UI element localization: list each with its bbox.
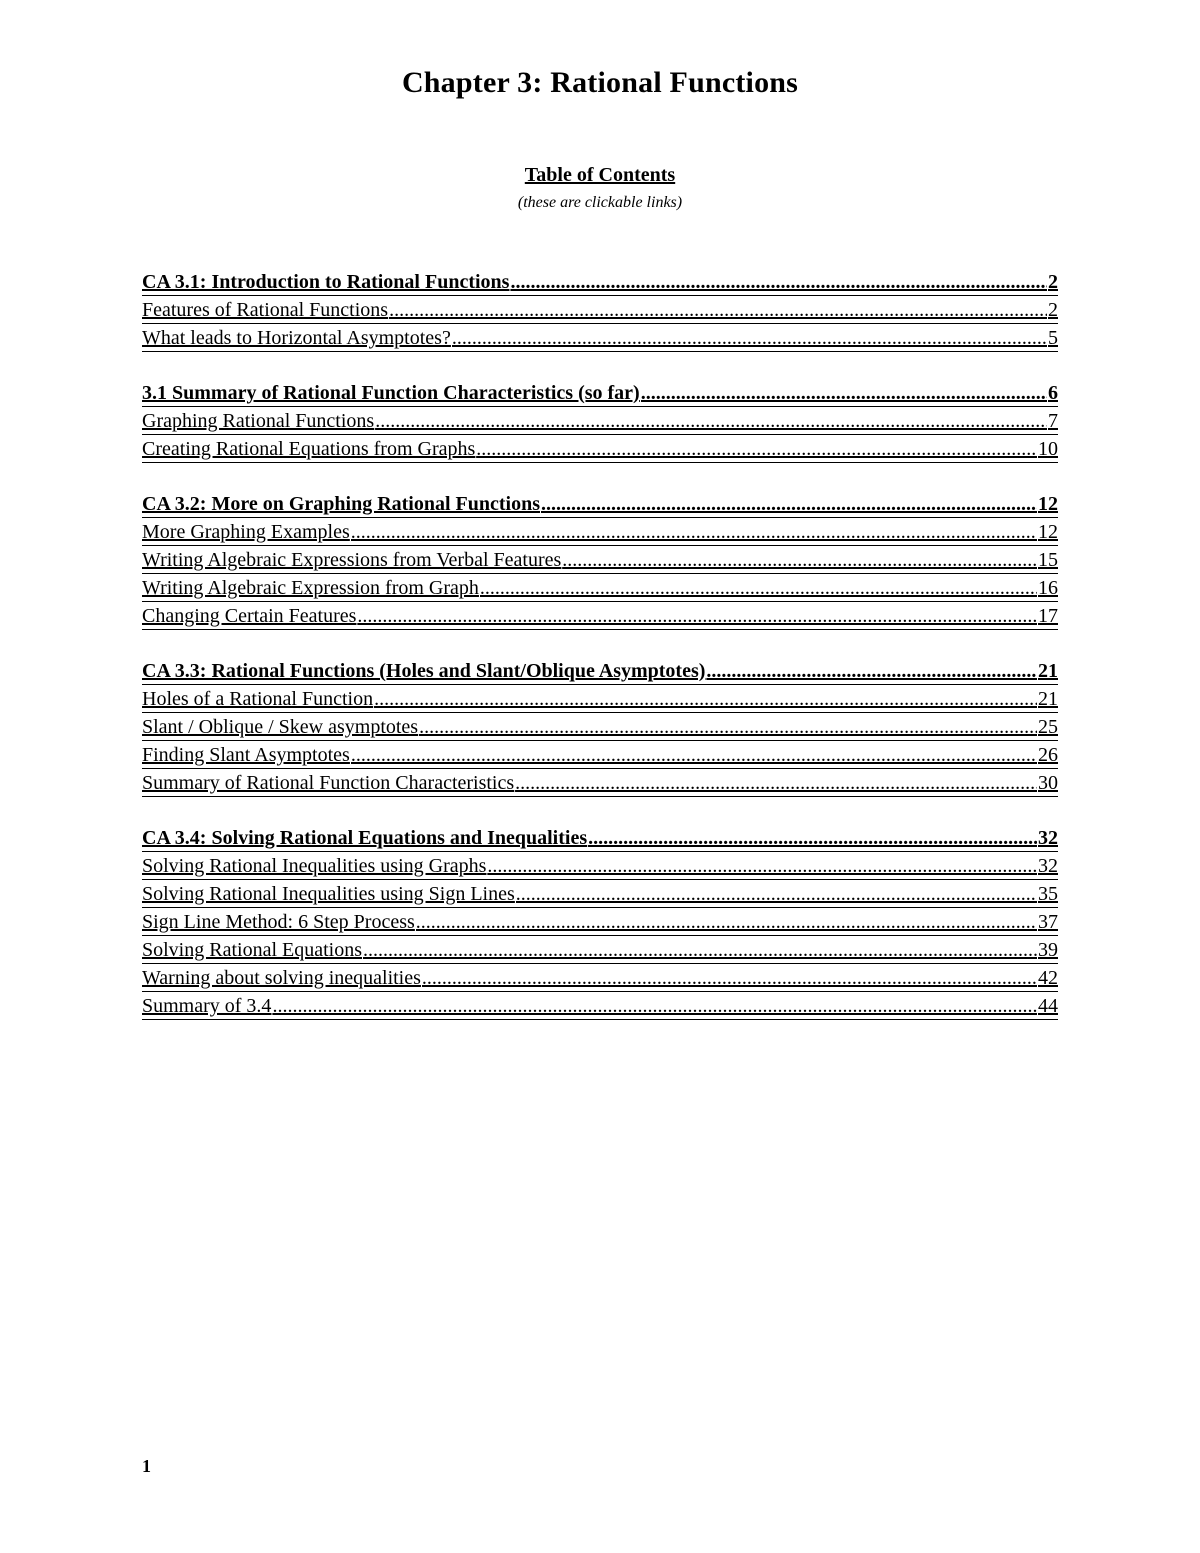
toc-subsection-link[interactable] [142, 546, 1058, 574]
toc-entry-page-number: 17 [1038, 605, 1058, 627]
toc-subsection-link[interactable] [142, 574, 1058, 602]
toc-dot-leader [272, 992, 1037, 1020]
toc-entry-title: Holes of a Rational Function [142, 688, 374, 710]
toc-entry-title: More Graphing Examples [142, 521, 350, 543]
toc-group [142, 268, 1058, 352]
toc-subsection-link[interactable] [142, 713, 1058, 741]
toc-dot-leader [351, 741, 1037, 769]
toc-subsection-link[interactable] [142, 685, 1058, 713]
toc-entry-page-number: 21 [1038, 660, 1058, 682]
toc-dot-leader [422, 964, 1037, 992]
toc-subsection-link[interactable] [142, 852, 1058, 880]
toc-entry-title: CA 3.1: Introduction to Rational Functions [142, 271, 510, 293]
toc-subsection-link[interactable] [142, 964, 1058, 992]
toc-entry-title: Finding Slant Asymptotes [142, 744, 350, 766]
toc-group [142, 657, 1058, 797]
toc-entry-title: Solving Rational Equations [142, 939, 362, 961]
toc-subsection-link[interactable] [142, 435, 1058, 463]
toc-group [142, 379, 1058, 463]
toc-dot-leader [516, 880, 1037, 908]
toc-entry-title: Warning about solving inequalities [142, 967, 421, 989]
toc-entry-title: Writing Algebraic Expression from Graph [142, 577, 479, 599]
toc-subsection-link[interactable] [142, 936, 1058, 964]
toc-dot-leader [351, 518, 1037, 546]
toc-dot-leader [510, 268, 1047, 296]
toc-group [142, 490, 1058, 630]
toc-dot-leader [363, 936, 1037, 964]
toc-dot-leader [476, 435, 1037, 463]
toc-entry-page-number: 5 [1048, 327, 1058, 349]
toc-subsection-link[interactable] [142, 769, 1058, 797]
toc-entry-title: Features of Rational Functions [142, 299, 389, 321]
toc-entry-page-number: 44 [1038, 995, 1058, 1017]
toc-dot-leader [541, 490, 1037, 518]
toc-entry-page-number: 2 [1048, 271, 1058, 293]
toc-entry-title: Slant / Oblique / Skew asymptotes [142, 716, 419, 738]
toc-section-link[interactable] [142, 379, 1058, 407]
toc-dot-leader [641, 379, 1047, 407]
toc-dot-leader [452, 324, 1047, 352]
toc-subsection-link[interactable] [142, 908, 1058, 936]
toc-entry-page-number: 32 [1038, 827, 1058, 849]
toc-entry-title: Creating Rational Equations from Graphs [142, 438, 476, 460]
toc-subsection-link[interactable] [142, 992, 1058, 1020]
toc-entry-title: Changing Certain Features [142, 605, 357, 627]
toc-heading [0, 164, 1200, 187]
toc-group [142, 824, 1058, 1020]
toc-entry-page-number: 6 [1048, 382, 1058, 404]
toc-entry-page-number: 16 [1038, 577, 1058, 599]
toc-dot-leader [515, 769, 1037, 797]
toc-entry-title: Solving Rational Inequalities using Graphs [142, 855, 487, 877]
toc-dot-leader [480, 574, 1037, 602]
toc-subsection-link[interactable] [142, 880, 1058, 908]
toc-subsection-link[interactable] [142, 602, 1058, 630]
toc-dot-leader [562, 546, 1037, 574]
toc-entry-page-number: 32 [1038, 855, 1058, 877]
toc-entry-page-number: 42 [1038, 967, 1058, 989]
toc-subsection-link[interactable] [142, 407, 1058, 435]
toc-entry-page-number: 7 [1048, 410, 1058, 432]
toc-entry-title: Sign Line Method: 6 Step Process [142, 911, 415, 933]
toc-entry-title: Writing Algebraic Expressions from Verbal Features [142, 549, 562, 571]
toc-entry-title: CA 3.4: Solving Rational Equations and Inequalities [142, 827, 588, 849]
toc-dot-leader [588, 824, 1037, 852]
toc-entry-page-number: 12 [1038, 493, 1058, 515]
toc-dot-leader [416, 908, 1037, 936]
toc-dot-leader [375, 407, 1047, 435]
toc-subsection-link[interactable] [142, 324, 1058, 352]
toc-section-link[interactable] [142, 657, 1058, 685]
toc-dot-leader [374, 685, 1037, 713]
toc-dot-leader [357, 602, 1037, 630]
toc-section-link[interactable] [142, 824, 1058, 852]
toc-entry-title: Summary of 3.4 [142, 995, 272, 1017]
toc-entry-page-number: 26 [1038, 744, 1058, 766]
page-number: 1 [142, 1456, 151, 1476]
toc-entry-title: CA 3.3: Rational Functions (Holes and Slant/Oblique Asymptotes) [142, 660, 706, 682]
toc-note: (these are clickable links) [517, 194, 683, 211]
toc-dot-leader [706, 657, 1037, 685]
chapter-title: Chapter 3: Rational Functions [401, 66, 799, 99]
toc-entry-title: 3.1 Summary of Rational Function Characteristics (so far) [142, 382, 640, 404]
toc-entry-page-number: 12 [1038, 521, 1058, 543]
toc-section-link[interactable] [142, 490, 1058, 518]
table-of-contents [142, 268, 1058, 1047]
toc-subsection-link[interactable] [142, 741, 1058, 769]
toc-section-link[interactable] [142, 268, 1058, 296]
toc-heading-text: Table of Contents [524, 164, 676, 186]
toc-entry-page-number: 21 [1038, 688, 1058, 710]
toc-dot-leader [487, 852, 1037, 880]
toc-entry-title: Graphing Rational Functions [142, 410, 375, 432]
toc-entry-page-number: 37 [1038, 911, 1058, 933]
toc-entry-title: Summary of Rational Function Characteristics [142, 772, 515, 794]
toc-entry-page-number: 2 [1048, 299, 1058, 321]
toc-entry-page-number: 25 [1038, 716, 1058, 738]
toc-dot-leader [389, 296, 1047, 324]
toc-entry-page-number: 39 [1038, 939, 1058, 961]
toc-entry-title: What leads to Horizontal Asymptotes? [142, 327, 451, 349]
toc-entry-title: CA 3.2: More on Graphing Rational Functions [142, 493, 540, 515]
toc-subsection-link[interactable] [142, 296, 1058, 324]
toc-entry-page-number: 30 [1038, 772, 1058, 794]
toc-entry-title: Solving Rational Inequalities using Sign Lines [142, 883, 515, 905]
toc-subsection-link[interactable] [142, 518, 1058, 546]
toc-entry-page-number: 35 [1038, 883, 1058, 905]
toc-entry-page-number: 15 [1038, 549, 1058, 571]
toc-dot-leader [419, 713, 1037, 741]
toc-entry-page-number: 10 [1038, 438, 1058, 460]
